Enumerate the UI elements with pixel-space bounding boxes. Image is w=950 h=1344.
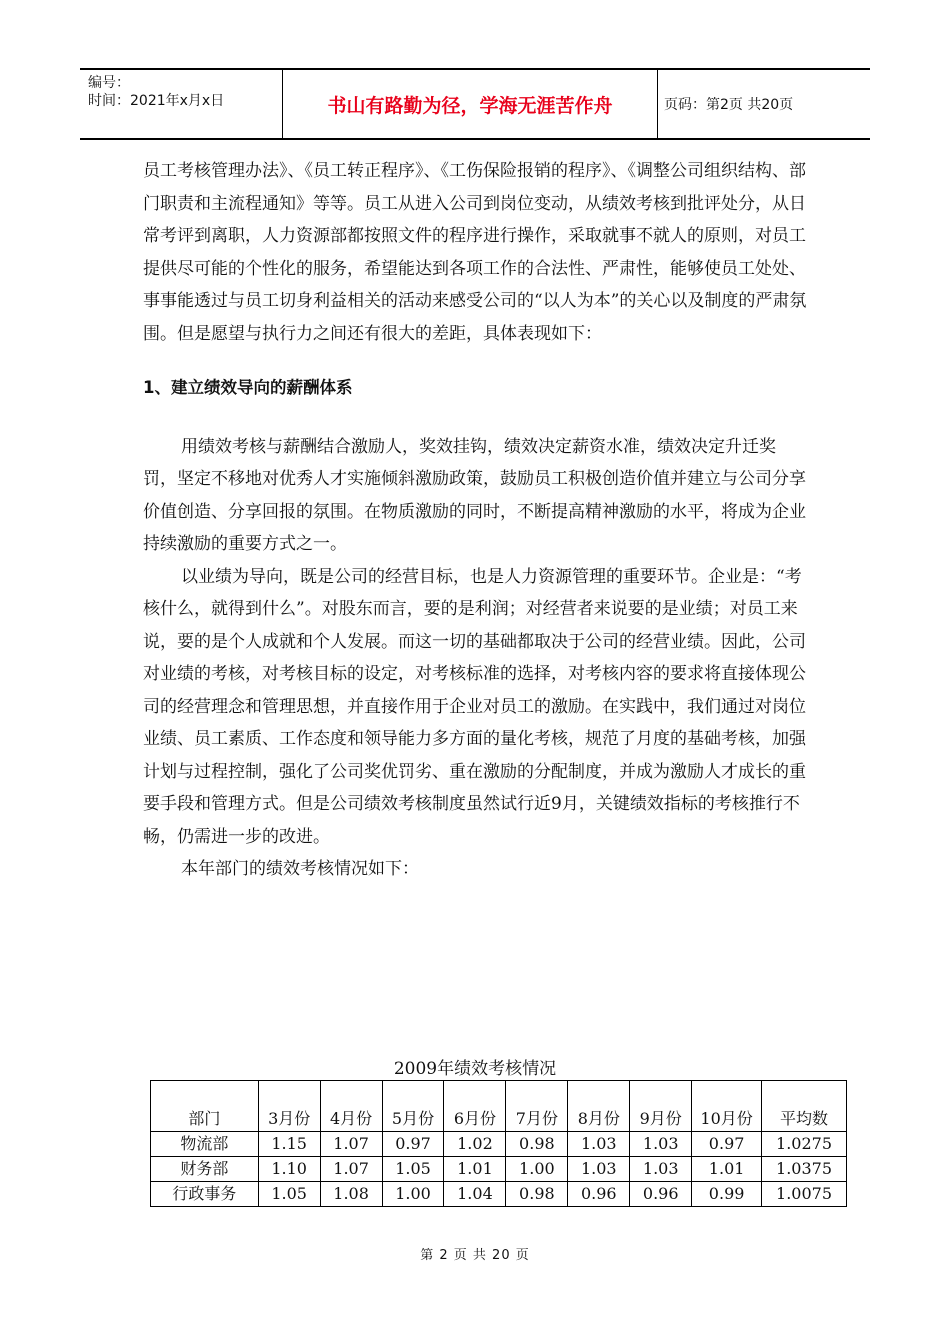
- performance-table: [150, 1080, 847, 1207]
- table-cell: 1.08: [320, 1182, 382, 1207]
- document-time-label: 时间：2021年x月x日: [88, 93, 225, 109]
- page-header: [80, 68, 870, 140]
- document-body: [143, 155, 808, 886]
- table-cell: 物流部: [151, 1132, 259, 1157]
- header-cell: 9月份: [630, 1081, 692, 1132]
- table-cell: 1.0075: [762, 1182, 847, 1207]
- table-cell: 1.0375: [762, 1157, 847, 1182]
- paragraph-intro: 员工考核管理办法》、《员工转正程序》、《工伤保险报销的程序》、《调整公司组织结构、部门职责和主流程通知》等等。员工从进入公司到岗位变动，从绩效考核到批评处分，从日常考评到离职，人力资源部都按照文件的程序进行操作，采取就事不就人的原则，对员工提供尽可能的个性化的服务，希望能达到各项工作的合法性、严肃性，能够使员工处处、事事能透过与员工切身利益相关的活动来感受公司的“以人为本”的关心以及制度的严肃氛围。但是愿望与执行力之间还有很大的差距，具体表现如下：: [143, 161, 807, 344]
- table-cell: 1.05: [382, 1157, 444, 1182]
- table-cell: 1.03: [568, 1157, 630, 1182]
- table-cell: 1.15: [258, 1132, 320, 1157]
- header-cell: 5月份: [382, 1081, 444, 1132]
- page-footer: 第 2 页 共 20 页: [420, 1248, 530, 1263]
- table-cell: 1.03: [630, 1157, 692, 1182]
- table-cell: 1.10: [258, 1157, 320, 1182]
- paragraph-table-intro: 本年部门的绩效考核情况如下：: [181, 859, 419, 879]
- section-heading: 1、建立绩效导向的薪酬体系: [143, 378, 353, 397]
- table-cell: 1.01: [444, 1157, 506, 1182]
- table-cell: 行政事务: [151, 1182, 259, 1207]
- document-number-label: 编号：: [88, 75, 130, 91]
- header-page-label: 页码：第2页 共20页: [664, 97, 794, 113]
- header-cell: 10月份: [692, 1081, 762, 1132]
- table-cell: 1.01: [692, 1157, 762, 1182]
- table-cell: 0.96: [568, 1182, 630, 1207]
- table-cell: 0.98: [506, 1132, 568, 1157]
- table-cell: 1.03: [630, 1132, 692, 1157]
- header-cell: 8月份: [568, 1081, 630, 1132]
- header-cell: 部门: [151, 1081, 259, 1132]
- header-motto: 书山有路勤为径，学海无涯苦作舟: [282, 70, 658, 138]
- header-cell: 3月份: [258, 1081, 320, 1132]
- table-cell: 1.0275: [762, 1132, 847, 1157]
- table-cell: 1.00: [506, 1157, 568, 1182]
- table-cell: 0.96: [630, 1182, 692, 1207]
- table-row: [151, 1157, 847, 1182]
- header-cell: 平均数: [762, 1081, 847, 1132]
- header-meta: [80, 70, 280, 138]
- table-row: [151, 1132, 847, 1157]
- header-cell: 7月份: [506, 1081, 568, 1132]
- table-cell: 1.02: [444, 1132, 506, 1157]
- table-cell: 财务部: [151, 1157, 259, 1182]
- table-cell: 0.98: [506, 1182, 568, 1207]
- table-header-row: [151, 1081, 847, 1132]
- header-cell: 4月份: [320, 1081, 382, 1132]
- paragraph-salary-system: 用绩效考核与薪酬结合激励人，奖效挂钩，绩效决定薪资水准，绩效决定升迁奖罚，坚定不移地对优秀人才实施倾斜激励政策，鼓励员工积极创造价值并建立与公司分享价值创造、分享回报的氛围。在物质激励的同时，不断提高精神激励的水平，将成为企业持续激励的重要方式之一。: [143, 436, 806, 554]
- table-caption: 2009年绩效考核情况: [393, 1059, 557, 1079]
- table-cell: 1.07: [320, 1157, 382, 1182]
- paragraph-performance-orientation: 以业绩为导向，既是公司的经营目标，也是人力资源管理的重要环节。企业是：“考核什么，就得到什么”。对股东而言，要的是利润；对经营者来说要的是业绩；对员工来说，要的是个人成就和个人发展。而这一切的基础都取决于公司的经营业绩。因此，公司对业绩的考核，对考核目标的设定，对考核标准的选择，对考核内容的要求将直接体现公司的经营理念和管理思想，并直接作用于企业对员工的激励。在实践中，我们通过对岗位业绩、员工素质、工作态度和领导能力多方面的量化考核，规范了月度的基础考核，加强计划与过程控制，强化了公司奖优罚劣、重在激励的分配制度，并成为激励人才成长的重要手段和管理方式。但是公司绩效考核制度虽然试行近9月，关键绩效指标的考核推行不畅，仍需进一步的改进。: [143, 566, 806, 847]
- table-row: [151, 1182, 847, 1207]
- table-cell: 1.03: [568, 1132, 630, 1157]
- table-cell: 0.97: [382, 1132, 444, 1157]
- table-cell: 1.00: [382, 1182, 444, 1207]
- table-cell: 1.05: [258, 1182, 320, 1207]
- header-cell: 6月份: [444, 1081, 506, 1132]
- table-cell: 1.07: [320, 1132, 382, 1157]
- table-cell: 0.97: [692, 1132, 762, 1157]
- table-cell: 0.99: [692, 1182, 762, 1207]
- table-cell: 1.04: [444, 1182, 506, 1207]
